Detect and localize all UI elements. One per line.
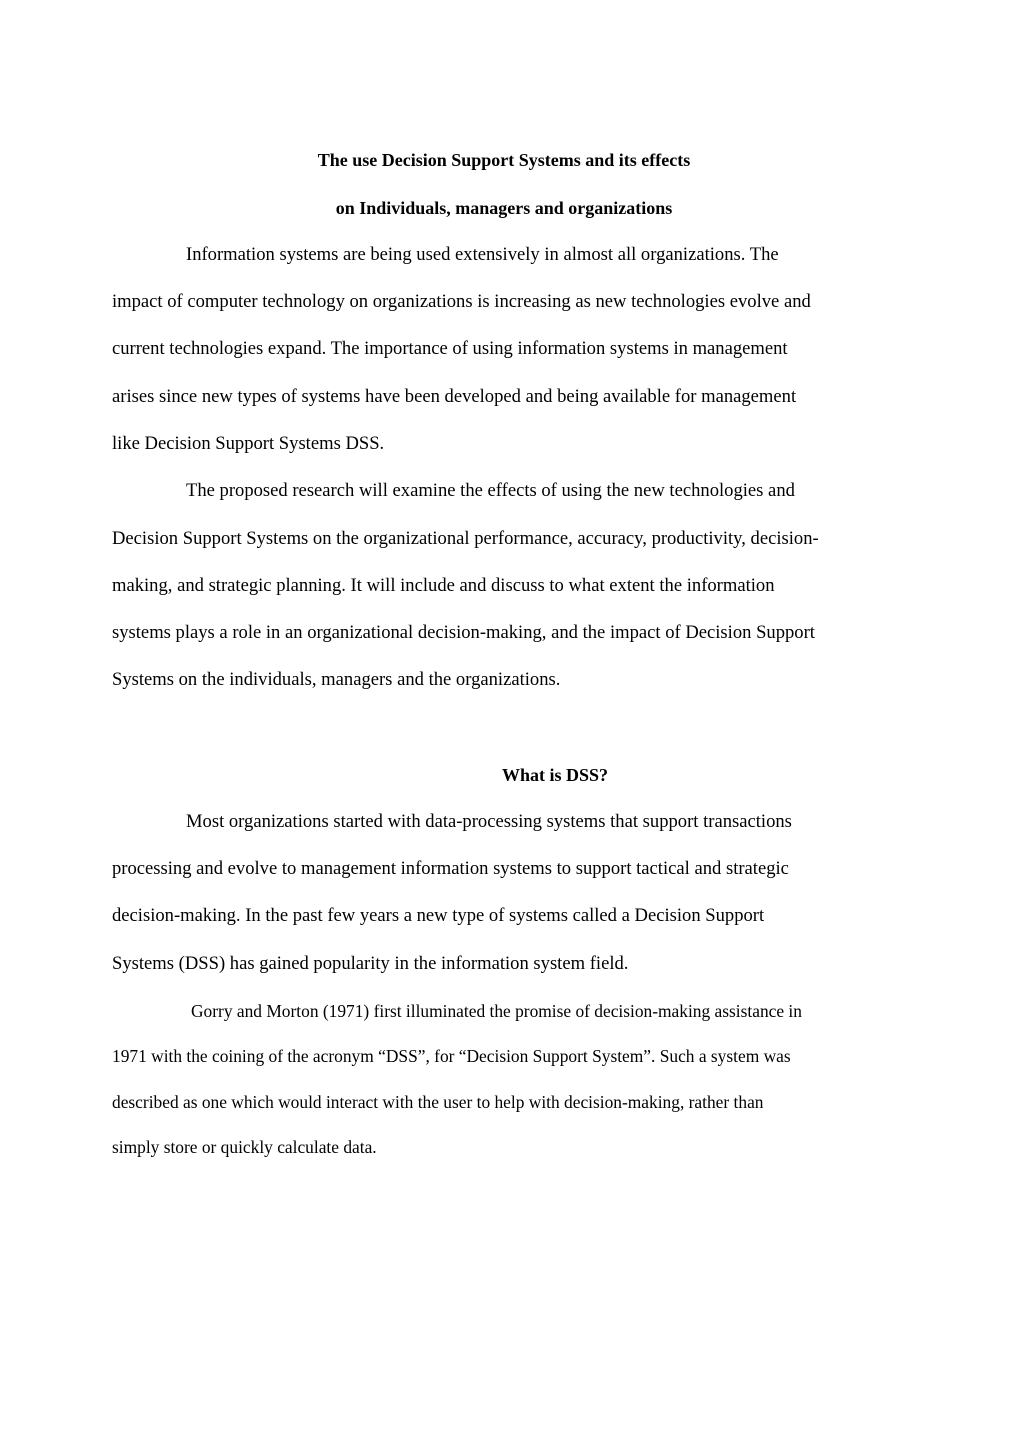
paragraph-4-line: Gorry and Morton (1971) first illuminated the promise of decision-making assistance in bbox=[191, 1001, 802, 1021]
paragraph-2-line: The proposed research will examine the effects of using the new technologies and bbox=[186, 480, 795, 501]
section-heading: What is DSS? bbox=[501, 765, 609, 785]
paragraph-1-line: impact of computer technology on organizations is increasing as new technologies evolve and bbox=[112, 291, 811, 312]
paragraph-3-line: Systems (DSS) has gained popularity in the information system field. bbox=[112, 953, 629, 974]
paragraph-4-line: 1971 with the coining of the acronym “DSS”, for “Decision Support System”. Such a system was bbox=[112, 1046, 791, 1066]
paragraph-2-line: making, and strategic planning. It will include and discuss to what extent the information bbox=[112, 575, 775, 596]
paragraph-2-line: systems plays a role in an organizational decision-making, and the impact of Decision Support bbox=[112, 622, 815, 643]
paragraph-3-line: Most organizations started with data-processing systems that support transactions bbox=[186, 811, 792, 832]
document-title-line-1: The use Decision Support Systems and its effects bbox=[317, 150, 691, 170]
paragraph-1-line: arises since new types of systems have been developed and being available for management bbox=[112, 386, 797, 407]
paragraph-1-line: current technologies expand. The importance of using information systems in management bbox=[112, 338, 788, 359]
paragraph-3-line: processing and evolve to management information systems to support tactical and strategic bbox=[112, 858, 789, 879]
paragraph-3-line: decision-making. In the past few years a new type of systems called a Decision Support bbox=[112, 905, 765, 926]
paragraph-1-line: Information systems are being used extensively in almost all organizations. The bbox=[186, 244, 779, 265]
paragraph-4-line: described as one which would interact with the user to help with decision-making, rather than bbox=[112, 1092, 764, 1112]
paragraph-2-line: Systems on the individuals, managers and the organizations. bbox=[112, 669, 561, 690]
document-title-line-2: on Individuals, managers and organizations bbox=[335, 198, 673, 218]
paragraph-4-line: simply store or quickly calculate data. bbox=[112, 1137, 377, 1157]
paragraph-2-line: Decision Support Systems on the organizational performance, accuracy, productivity, decision- bbox=[112, 528, 819, 549]
paragraph-1-line: like Decision Support Systems DSS. bbox=[112, 433, 385, 454]
